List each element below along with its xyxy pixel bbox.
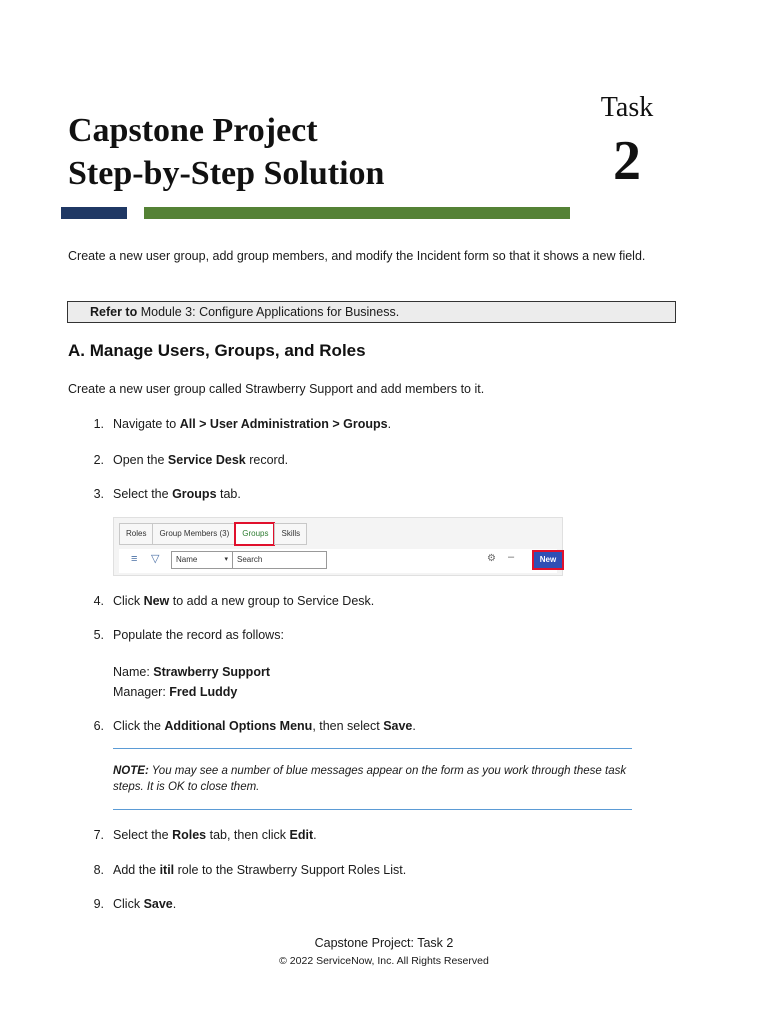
step-text-run: Select the	[113, 828, 173, 842]
step-text	[113, 895, 176, 914]
intro-paragraph: Create a new user group, add group members, and modify the Incident form so that it shows a new field.	[68, 249, 646, 263]
tab-groups[interactable]: Groups	[235, 523, 274, 545]
step-text-run: .	[172, 897, 177, 911]
step-text-run: Select the	[113, 487, 173, 501]
section-heading: A. Manage Users, Groups, and Roles	[68, 341, 366, 360]
search-input[interactable]: Search	[233, 551, 327, 569]
record-name	[113, 663, 270, 682]
step-text-bold: Groups	[172, 487, 217, 501]
note-text: You may see a number of blue messages appear on the form as you work through these task steps. It is OK to close them.	[113, 765, 627, 793]
footer-copyright: © 2022 ServiceNow, Inc. All Rights Reserved	[279, 955, 489, 967]
step-text-run: Navigate to	[113, 417, 180, 431]
step-number: 8.	[93, 863, 104, 877]
field-select-value: Name	[176, 555, 198, 564]
step-text-bold: itil	[159, 863, 175, 877]
refer-text: Module 3: Configure Applications for Business.	[137, 305, 400, 319]
note-box	[113, 763, 633, 795]
header-bar-green	[144, 207, 570, 219]
note-label: NOTE:	[113, 765, 149, 777]
step-text-bold: Service Desk	[167, 453, 246, 467]
record-manager	[113, 683, 237, 702]
step-number: 6.	[93, 719, 104, 733]
step-text-bold: Additional Options Menu	[164, 719, 313, 733]
task-number: 2	[613, 130, 641, 192]
step-text-run: record.	[245, 453, 289, 467]
step-text-run: Click	[113, 897, 144, 911]
caret-down-icon: ▾	[224, 556, 228, 563]
step-number: 2.	[93, 453, 104, 467]
step-text-run: .	[313, 828, 317, 842]
tab-group-members[interactable]: Group Members (3)	[152, 523, 235, 545]
section-intro: Create a new user group called Strawberry Support and add members to it.	[68, 382, 485, 396]
step-text-run: Open the	[113, 453, 168, 467]
tab-skills[interactable]: Skills	[274, 523, 307, 545]
step-text	[113, 861, 406, 880]
step-number: 7.	[93, 828, 104, 842]
step-number: 4.	[93, 594, 104, 608]
step-text-bold: New	[143, 594, 170, 608]
filter-icon[interactable]: ▽	[151, 553, 160, 565]
field-select[interactable]	[171, 551, 233, 569]
task-label: Task	[600, 92, 654, 123]
step-text-run: .	[387, 417, 392, 431]
list-toolbar	[119, 549, 557, 573]
step-text	[113, 626, 284, 645]
step-text-run: Click the	[113, 719, 165, 733]
step-text-run: tab, then click	[206, 828, 290, 842]
record-name-value: Strawberry Support	[153, 665, 270, 679]
step-text	[113, 485, 241, 504]
menu-icon[interactable]: ≡	[131, 553, 138, 565]
record-manager-label: Manager:	[113, 685, 170, 699]
minus-icon[interactable]: –	[508, 551, 515, 563]
record-name-label: Name:	[113, 665, 154, 679]
note-rule-top	[113, 748, 632, 749]
step-text-bold: Save	[383, 719, 413, 733]
new-button[interactable]: New	[532, 550, 564, 570]
step-text-bold: Edit	[289, 828, 314, 842]
step-text	[113, 826, 317, 845]
step-text	[113, 415, 391, 434]
step-text-bold: Save	[143, 897, 173, 911]
note-rule-bottom	[113, 809, 632, 810]
footer-title: Capstone Project: Task 2	[314, 936, 454, 950]
step-text-run: , then select	[312, 719, 384, 733]
step-text-run: .	[412, 719, 416, 733]
step-text-run: Click	[113, 594, 144, 608]
step-text-bold: Roles	[172, 828, 207, 842]
title-line-2: Step-by-Step Solution	[68, 155, 385, 192]
step-text-run: to add a new group to Service Desk.	[169, 594, 375, 608]
tab-roles[interactable]: Roles	[119, 523, 152, 545]
step-number: 9.	[93, 897, 104, 911]
header-bar-navy	[61, 207, 127, 219]
step-text-run: role to the Strawberry Support Roles List.	[174, 863, 407, 877]
step-text	[113, 592, 374, 611]
refer-box	[67, 301, 676, 323]
step-text-bold: All > User Administration > Groups	[179, 417, 388, 431]
step-text-run: Add the	[113, 863, 160, 877]
step-number: 1.	[93, 417, 104, 431]
step-text-run: tab.	[216, 487, 241, 501]
step-text-run: Populate the record as follows:	[113, 628, 284, 642]
gear-icon[interactable]: ⚙	[487, 553, 496, 564]
record-manager-value: Fred Luddy	[169, 685, 238, 699]
step-number: 5.	[93, 628, 104, 642]
step-number: 3.	[93, 487, 104, 501]
refer-label: Refer to	[90, 305, 138, 319]
title-line-1: Capstone Project	[68, 112, 318, 149]
page-title	[68, 109, 384, 195]
step-text	[113, 451, 288, 470]
groups-tab-screenshot	[113, 517, 563, 576]
related-list-tabs	[119, 523, 307, 545]
step-text	[113, 717, 416, 736]
